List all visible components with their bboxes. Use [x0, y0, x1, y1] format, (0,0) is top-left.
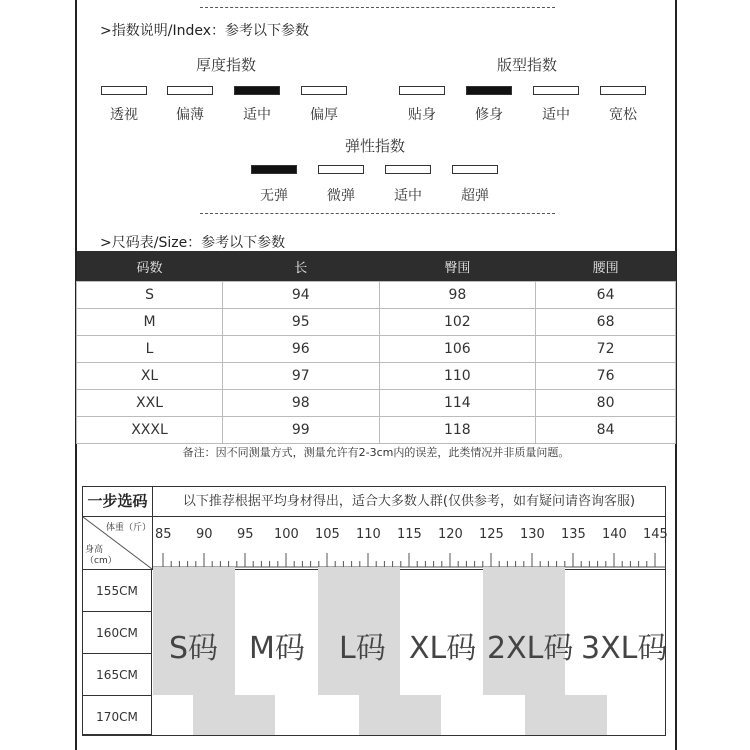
height-row-label: 155CM [83, 570, 152, 612]
elasticity-indicator-0 [251, 165, 297, 174]
size-table-cell: 102 [379, 309, 536, 336]
elasticity-indicator-1 [318, 165, 364, 174]
weight-tick-label: 145 [643, 527, 668, 542]
elasticity-option-label: 微弹 [327, 188, 355, 204]
size-table-cell: 94 [223, 282, 380, 309]
size-table-cell: S [77, 282, 223, 309]
size-zone-block [359, 695, 441, 735]
size-zone-block [193, 695, 275, 735]
size-table-header: 长 [223, 251, 380, 282]
size-recommendation-chart [82, 486, 666, 736]
top-dashed-divider [200, 7, 555, 8]
size-table-cell: 80 [536, 390, 676, 417]
measurement-note: 备注：因不同测量方式，测量允许有2-3cm内的误差，此类情况并非质量问题。 [182, 446, 570, 459]
weight-ruler [153, 517, 666, 570]
elasticity-title: 弹性指数 [345, 137, 406, 155]
size-table-cell: 99 [223, 417, 380, 444]
size-table-header: 码数 [77, 251, 223, 282]
size-table-row [77, 417, 676, 444]
size-table-cell: 114 [379, 390, 536, 417]
thickness-option-label: 透视 [110, 107, 138, 123]
height-row-label: 165CM [83, 654, 152, 696]
size-table-cell: 98 [379, 282, 536, 309]
fit-title: 版型指数 [497, 56, 558, 74]
chart-description: 以下推荐根据平均身材得出，适合大多数人群(仅供参考，如有疑问请咨询客服) [182, 494, 636, 509]
size-table-cell: 76 [536, 363, 676, 390]
height-row-label: 170CM [83, 696, 152, 735]
size-table-cell: 98 [223, 390, 380, 417]
weight-tick-label: 110 [356, 527, 381, 542]
size-table-cell: 97 [223, 363, 380, 390]
size-table-cell: XXXL [77, 417, 223, 444]
size-table-cell: XL [77, 363, 223, 390]
elasticity-option-label: 无弹 [260, 188, 288, 204]
height-row-label: 160CM [83, 612, 152, 654]
fit-indicator-3 [600, 86, 646, 95]
thickness-indicator-2 [234, 86, 280, 95]
size-table-row [77, 363, 676, 390]
elasticity-indicator-3 [452, 165, 498, 174]
size-zone-label: 3XL码 [581, 631, 668, 666]
thickness-indicator-0 [101, 86, 147, 95]
size-table-cell: M [77, 309, 223, 336]
thickness-option-label: 偏薄 [176, 107, 204, 123]
size-table-header: 臀围 [379, 251, 536, 282]
elasticity-option-label: 适中 [394, 188, 422, 204]
size-table-row [77, 309, 676, 336]
chart-title: 一步选码 [83, 487, 153, 516]
size-table-cell: L [77, 336, 223, 363]
size-table-cell: 64 [536, 282, 676, 309]
size-zone-label: M码 [249, 631, 305, 666]
size-zone-block [525, 695, 607, 735]
fit-option-label: 宽松 [609, 107, 637, 123]
weight-tick-label: 90 [196, 527, 213, 542]
size-table-cell: 118 [379, 417, 536, 444]
fit-option-label: 修身 [475, 107, 503, 123]
weight-tick-label: 95 [237, 527, 254, 542]
weight-tick-label: 115 [397, 527, 422, 542]
elasticity-indicator-2 [385, 165, 431, 174]
thickness-option-label: 适中 [243, 107, 271, 123]
weight-axis-label: 体重（斤） [105, 523, 151, 533]
thickness-indicator-3 [301, 86, 347, 95]
size-table-cell: 110 [379, 363, 536, 390]
size-table-header: 腰围 [536, 251, 676, 282]
weight-tick-label: 85 [155, 527, 172, 542]
size-table-cell: 72 [536, 336, 676, 363]
elasticity-option-label: 超弹 [461, 188, 489, 204]
middle-dashed-divider [200, 213, 555, 214]
weight-tick-label: 140 [602, 527, 627, 542]
weight-tick-label: 135 [561, 527, 586, 542]
size-zone-label: S码 [169, 631, 219, 666]
height-axis-label: 身高（cm） [85, 545, 117, 566]
size-zone-label: L码 [339, 631, 386, 666]
size-zone-label: 2XL码 [487, 631, 574, 666]
size-table-cell: 96 [223, 336, 380, 363]
weight-tick-label: 130 [520, 527, 545, 542]
scale-corner-cell [83, 517, 153, 570]
thickness-option-label: 偏厚 [310, 107, 338, 123]
size-table [76, 251, 676, 444]
weight-tick-label: 100 [274, 527, 299, 542]
thickness-indicator-1 [167, 86, 213, 95]
size-table-row [77, 336, 676, 363]
size-table-row [77, 282, 676, 309]
size-table-row [77, 390, 676, 417]
weight-tick-label: 120 [438, 527, 463, 542]
size-table-cell: 95 [223, 309, 380, 336]
fit-indicator-2 [533, 86, 579, 95]
thickness-title: 厚度指数 [196, 56, 257, 74]
index-section-title: >指数说明/Index：参考以下参数 [100, 23, 309, 39]
weight-tick-label: 105 [315, 527, 340, 542]
size-table-cell: 84 [536, 417, 676, 444]
chart-header [83, 487, 665, 517]
size-table-cell: XXL [77, 390, 223, 417]
size-table-cell: 106 [379, 336, 536, 363]
size-zone-label: XL码 [409, 631, 477, 666]
size-section-title: >尺码表/Size：参考以下参数 [100, 235, 286, 251]
size-table-cell: 68 [536, 309, 676, 336]
fit-option-label: 适中 [542, 107, 570, 123]
weight-tick-label: 125 [479, 527, 504, 542]
fit-indicator-1 [466, 86, 512, 95]
fit-option-label: 贴身 [408, 107, 436, 123]
fit-indicator-0 [399, 86, 445, 95]
